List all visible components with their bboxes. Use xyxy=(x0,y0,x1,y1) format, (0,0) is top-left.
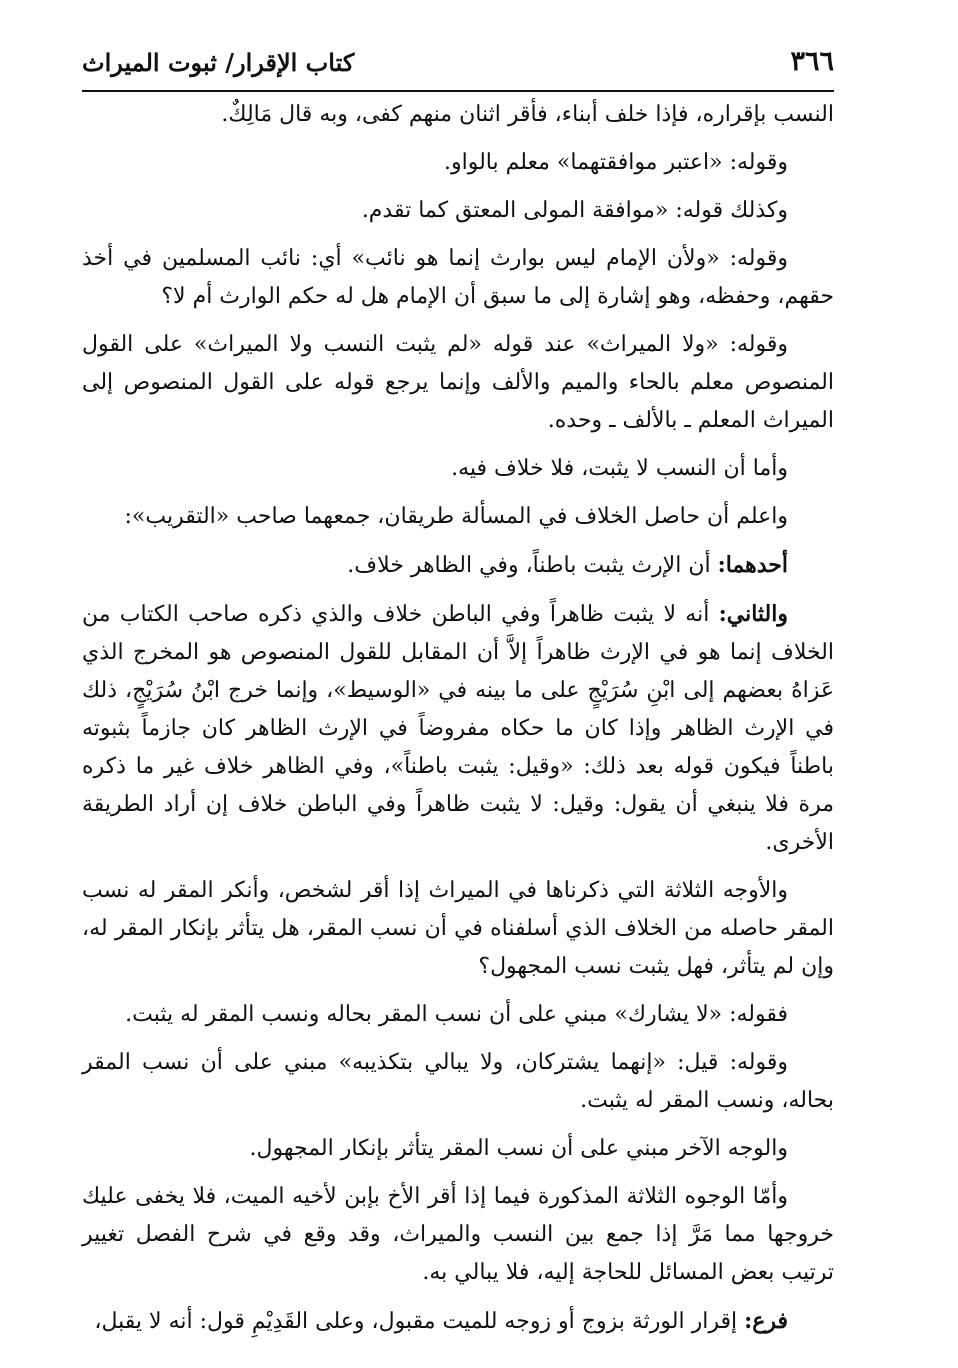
running-title: كتاب الإقرار/ ثبوت الميراث xyxy=(82,48,355,77)
paragraph xyxy=(82,326,834,440)
paragraph-text: وقوله: قيل: «إنهما يشتركان، ولا يبالي بتكذيبه» مبني على أن نسب المقر بحاله، ونسب المقر له يثبت. xyxy=(82,1050,834,1113)
paragraph-text: وكذلك قوله: «موافقة المولى المعتق كما تقدم. xyxy=(361,198,788,223)
paragraph-text: وأما أن النسب لا يثبت، فلا خلاف فيه. xyxy=(451,456,788,481)
paragraph-text: والوجه الآخر مبني على أن نسب المقر يتأثر بإنكار المجهول. xyxy=(249,1136,788,1161)
paragraph-text: وقوله: «ولا الميراث» عند قوله «لم يثبت النسب ولا الميراث» على القول المنصوص معلم بالحاء والميم والألف وإنما يرجع قوله على القول المنصوص إلى الميراث المعلم ـ بالألف ـ وحده. xyxy=(82,332,834,433)
paragraph xyxy=(82,192,834,230)
paragraph-lead: فرع: xyxy=(744,1308,788,1334)
paragraph xyxy=(82,595,834,862)
paragraph xyxy=(82,872,834,986)
paragraph-text: واعلم أن حاصل الخلاف في المسألة طريقان، جمعهما صاحب «التقريب»: xyxy=(124,504,788,529)
paragraph-text: أن الإرث يثبت باطناً، وفي الظاهر خلاف. xyxy=(347,553,711,578)
paragraph-lead: والثاني: xyxy=(718,601,788,627)
paragraph-text: النسب بإقراره، فإذا خلف أبناء، فأقر اثنان منهم كفى، وبه قال مَالِكٌ. xyxy=(221,102,834,127)
paragraph-text: فقوله: «لا يشارك» مبني على أن نسب المقر بحاله ونسب المقر له يثبت. xyxy=(125,1002,788,1027)
paragraph-lead: أحدهما: xyxy=(717,552,788,578)
paragraph xyxy=(82,1302,834,1341)
paragraph xyxy=(82,1130,834,1168)
paragraph-text: والأوجه الثلاثة التي ذكرناها في الميراث إذا أقر لشخص، وأنكر المقر له نسب المقر حاصله من الخلاف الذي أسلفناه في أن نسب المقر، هل يتأثر بإنكار المقر له، وإن لم يتأثر، فهل يثبت نسب المجهول؟ xyxy=(82,878,834,979)
paragraph-text: إقرار الورثة بزوج أو زوجه للميت مقبول، وعلى القَدِيْمِ قول: أنه لا يقبل، xyxy=(94,1309,738,1334)
paragraph-text: أنه لا يثبت ظاهراً وفي الباطن خلاف والذي ذكره صاحب الكتاب من الخلاف إنما هو في الإرث ظاهراً إلاَّ أن المقابل للقول المنصوص هو المخرج الذي عَزاهُ بعضهم إلى ابْنِ سُرَيْجٍ على ما بينه في «الوسيط»، وإنما خرج ابْنُ سُرَيْجٍ، ذلك في الإرث الظاهر وإذا كان ما حكاه مفروضاً في الإرث الظاهر كان جازماً بثبوته باطناً فيكون قوله بعد ذلك: «وقيل: يثبت باطناً»، وفي الظاهر خلاف غير ما ذكره مرة فلا ينبغي أن يقول: وقيل: لا يثبت ظاهراً وفي الباطن خلاف إن أراد الطريقة الأخرى. xyxy=(82,602,834,855)
paragraph xyxy=(82,144,834,182)
paragraph xyxy=(82,96,834,134)
paragraph xyxy=(82,1178,834,1292)
paragraph xyxy=(82,498,834,536)
page-header xyxy=(82,40,834,92)
paragraph xyxy=(82,546,834,585)
page-number: ٣٦٦ xyxy=(790,46,834,77)
paragraph xyxy=(82,1044,834,1120)
paragraph xyxy=(82,450,834,488)
paragraph xyxy=(82,996,834,1034)
paragraph-text: وقوله: «اعتبر موافقتهما» معلم بالواو. xyxy=(443,150,788,175)
body-text xyxy=(82,96,834,1351)
paragraph-text: وأمّا الوجوه الثلاثة المذكورة فيما إذا أقر الأخ بإبن لأخيه الميت، فلا يخفى عليك خروجها مما مَرَّ إذا جمع بين النسب والميراث، وقد وقع في شرح الفصل تغيير ترتيب بعض المسائل للحاجة إليه، فلا يبالي به. xyxy=(82,1184,834,1285)
paragraph xyxy=(82,240,834,316)
paragraph-text: وقوله: «ولأن الإمام ليس بوارث إنما هو نائب» أي: نائب المسلمين في أخذ حقهم، وحفظه، وهو إشارة إلى ما سبق أن الإمام هل له حكم الوارث أم لا؟ xyxy=(82,246,834,309)
